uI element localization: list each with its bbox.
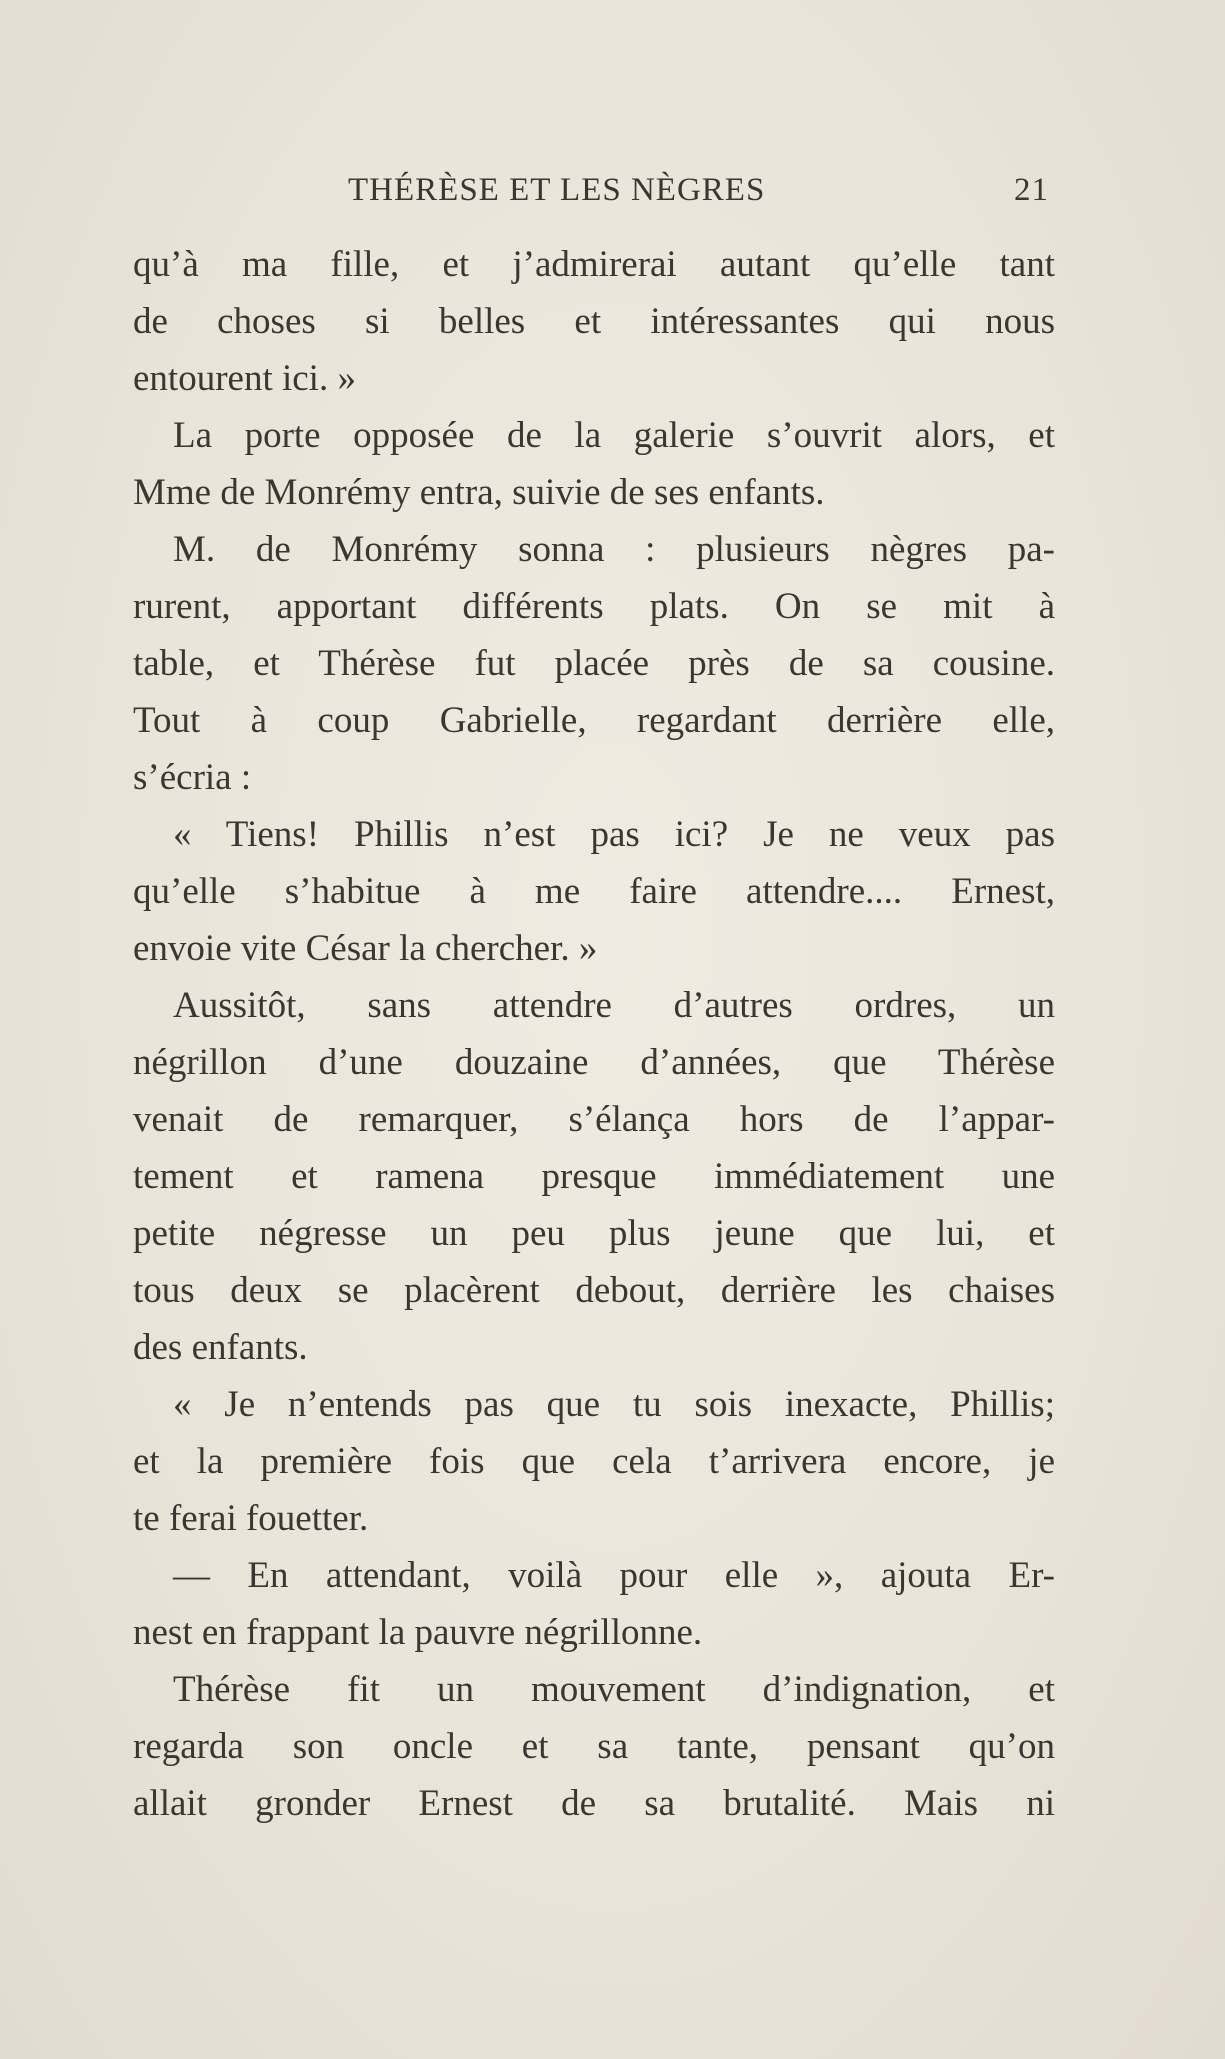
text-line: Thérèse fit un mouvement d’indignation, et (173, 1669, 1055, 1710)
text-line: table, et Thérèse fut placée près de sa cousine. (133, 643, 1055, 684)
text-line: négrillon d’une douzaine d’années, que Thérèse (133, 1042, 1055, 1083)
text-line: et la première fois que cela t’arrivera encore, je (133, 1441, 1055, 1482)
text-line: La porte opposée de la galerie s’ouvrit alors, et (173, 415, 1055, 456)
text-line: entourent ici. » (133, 358, 356, 399)
text-line: qu’à ma fille, et j’admirerai autant qu’elle tant (133, 244, 1055, 285)
body-text (133, 236, 1055, 1832)
text-line: rurent, apportant différents plats. On se mit à (133, 586, 1055, 627)
text-line: s’écria : (133, 757, 252, 798)
text-line: petite négresse un peu plus jeune que lui, et (133, 1213, 1055, 1254)
text-line: — En attendant, voilà pour elle », ajouta Er- (173, 1555, 1055, 1596)
text-line: des enfants. (133, 1327, 308, 1368)
text-line: tous deux se placèrent debout, derrière les chaises (133, 1270, 1055, 1311)
text-line: « Je n’entends pas que tu sois inexacte, Phillis; (173, 1384, 1055, 1425)
text-line: te ferai fouetter. (133, 1498, 369, 1539)
text-line: de choses si belles et intéressantes qui nous (133, 301, 1055, 342)
running-title: THÉRÈSE ET LES NÈGRES (348, 172, 766, 208)
text-line: Aussitôt, sans attendre d’autres ordres, un (173, 985, 1055, 1026)
text-line: tement et ramena presque immédiatement une (133, 1156, 1055, 1197)
text-line: « Tiens! Phillis n’est pas ici? Je ne veux pas (173, 814, 1055, 855)
text-line: regarda son oncle et sa tante, pensant qu’on (133, 1726, 1055, 1767)
text-line: qu’elle s’habitue à me faire attendre.... Ernest, (133, 871, 1055, 912)
text-line: nest en frappant la pauvre négrillonne. (133, 1612, 703, 1653)
text-line: envoie vite César la chercher. » (133, 928, 598, 969)
text-line: Mme de Monrémy entra, suivie de ses enfants. (133, 472, 825, 513)
text-line: Tout à coup Gabrielle, regardant derrière elle, (133, 700, 1055, 741)
text-line: allait gronder Ernest de sa brutalité. Mais ni (133, 1783, 1055, 1824)
running-head (133, 172, 1055, 218)
page-number: 21 (1014, 172, 1049, 208)
text-line: M. de Monrémy sonna : plusieurs nègres pa- (173, 529, 1055, 570)
text-line: venait de remarquer, s’élança hors de l’appar- (133, 1099, 1055, 1140)
